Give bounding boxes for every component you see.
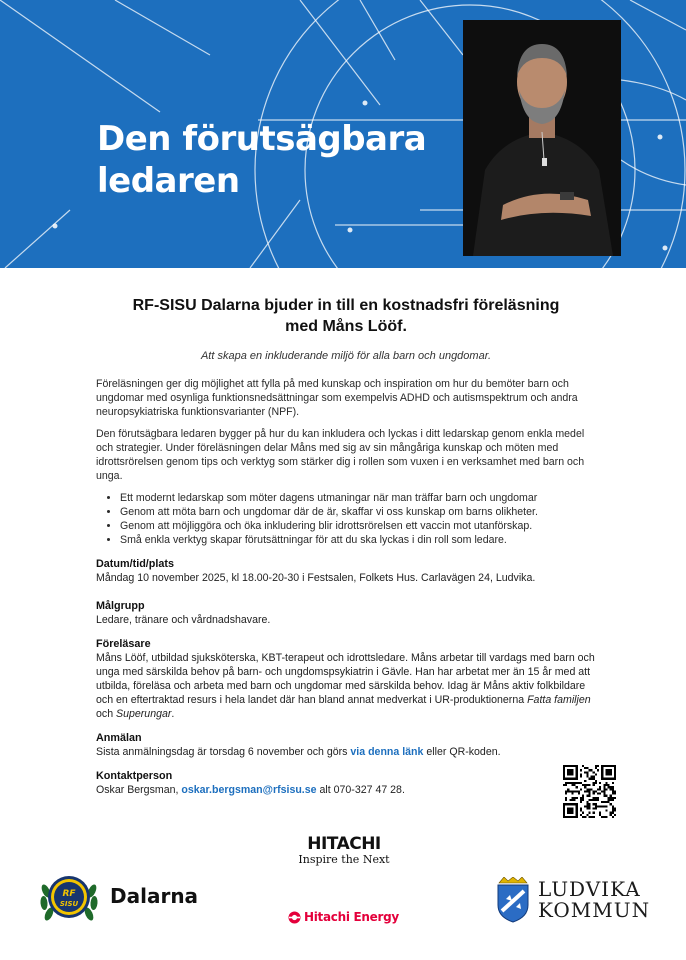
anmalan-after: eller QR-koden. [423, 746, 501, 758]
anmalan-heading: Anmälan [96, 732, 142, 744]
rf-sisu-emblem-icon [38, 865, 100, 927]
intro-paragraph-1: Föreläsningen ger dig möjlighet att fylla på med kunskap och inspiration om hur du bemöter barn och ungdomar med osynliga funktionsnedsättningar som exempelvis ADHD och autismspektrum och andra neuropsykiatriska funktionsvarianter (NPF). [96, 378, 578, 418]
forelasare-end: . [171, 708, 175, 720]
anmalan-text [96, 745, 596, 759]
kontakt-before: Oskar Bergsman, [96, 784, 182, 796]
section-datum [96, 557, 596, 585]
hitachi-wordmark: HITACHI [307, 834, 381, 854]
hero-banner [0, 0, 686, 268]
bullet-item: • Genom att möjliggöra och öka inkludering blir idrottsrörelsen ett vaccin mot utanförskap. [120, 519, 596, 533]
svg-text:SISU: SISU [59, 900, 79, 908]
hitachi-tagline: Inspire the Next [298, 853, 390, 866]
forelasare-och: och [96, 708, 117, 720]
headline [96, 295, 596, 337]
ludvika-line2: KOMMUN [538, 898, 651, 922]
bullet-item: • Genom att möta barn och ungdomar där de är, skaffar vi oss kunskap om barns olikheter. [120, 505, 596, 519]
ludvika-line1: LUDVIKA [538, 877, 641, 901]
malgrupp-text: Ledare, tränare och vårdnadshavare. [96, 614, 271, 626]
kontakt-heading: Kontaktperson [96, 770, 173, 782]
bullet-item: • Små enkla verktyg skapar förutsättningar för att du ska lyckas i din roll som ledare. [120, 533, 596, 547]
main-content [96, 295, 596, 807]
ludvika-kommun-logo [496, 877, 650, 923]
headline-line2: med Måns Lööf. [285, 318, 407, 335]
bullet-item: • Ett modernt ledarskap som möter dagens utmaningar när man träffar barn och ungdomar [120, 491, 596, 505]
bullet-list [96, 491, 596, 547]
hero-title-line1: Den förutsägbara [97, 119, 427, 159]
rf-sisu-dalarna-logo [38, 865, 198, 927]
registration-link[interactable]: via denna länk [350, 746, 424, 758]
forelasare-text [96, 651, 596, 721]
production-fatta-familjen: Fatta familjen [527, 694, 591, 706]
hitachi-energy-logo [288, 910, 399, 924]
kontakt-after: alt 070-327 47 28. [316, 784, 405, 796]
ludvika-name [538, 879, 650, 921]
kontakt-text [96, 783, 596, 797]
hero-title-line2: ledaren [97, 161, 240, 201]
hitachi-energy-icon [288, 911, 301, 924]
datum-text: Måndag 10 november 2025, kl 18.00-20-30 i Festsalen, Folkets Hus. Carlavägen 24, Ludvika. [96, 572, 536, 584]
rf-sisu-name: Dalarna [110, 884, 199, 908]
intro-paragraph-2: Den förutsägbara ledaren bygger på hur du kan inkludera och lyckas i ditt ledarskap genom enkla medel och strategier. Under föreläsningen delar Måns med sig av sin mångåriga kunskap och möten med idrottsrörelsen genom tips och verktyg som stärker dig i rollen som vuxen i en verksamhet med barn och unga. [96, 428, 585, 482]
hitachi-energy-text: Hitachi Energy [304, 910, 399, 924]
ludvika-coat-of-arms-icon [496, 877, 530, 923]
contact-email-link[interactable]: oskar.bergsman@rfsisu.se [181, 784, 317, 796]
hitachi-logo [296, 835, 392, 866]
hero-title [97, 118, 457, 202]
datum-heading: Datum/tid/plats [96, 558, 174, 570]
section-anmalan [96, 731, 596, 759]
speaker-photo [463, 20, 621, 256]
production-superungar: Superungar [116, 708, 172, 720]
section-forelasare [96, 637, 596, 721]
forelasare-heading: Föreläsare [96, 638, 151, 650]
qr-code-icon[interactable] [563, 765, 616, 818]
section-malgrupp [96, 599, 596, 627]
anmalan-before: Sista anmälningsdag är torsdag 6 november och görs [96, 746, 351, 758]
tagline: Att skapa en inkluderande miljö för alla barn och ungdomar. [200, 350, 492, 362]
svg-text:RF: RF [62, 889, 76, 899]
section-kontakt [96, 769, 596, 797]
malgrupp-heading: Målgrupp [96, 600, 145, 612]
forelasare-body: Måns Lööf, utbildad sjuksköterska, KBT-terapeut och idrottsledare. Måns arbetar till vardags med barn och unga med särskilda behov på barn- och ungdomspsykiatrin i Gävle. Han har arbetat mer än 15 år med att utbilda, föreläsa och arbeta med barn och ungdomar med särskilda behov. Idag är Måns aktiv folkbildare och en eftertraktad resurs i hela landet där han bland annat medverkat i UR-produktionerna [96, 652, 595, 706]
headline-line1: RF-SISU Dalarna bjuder in till en kostnadsfri föreläsning [132, 297, 560, 314]
